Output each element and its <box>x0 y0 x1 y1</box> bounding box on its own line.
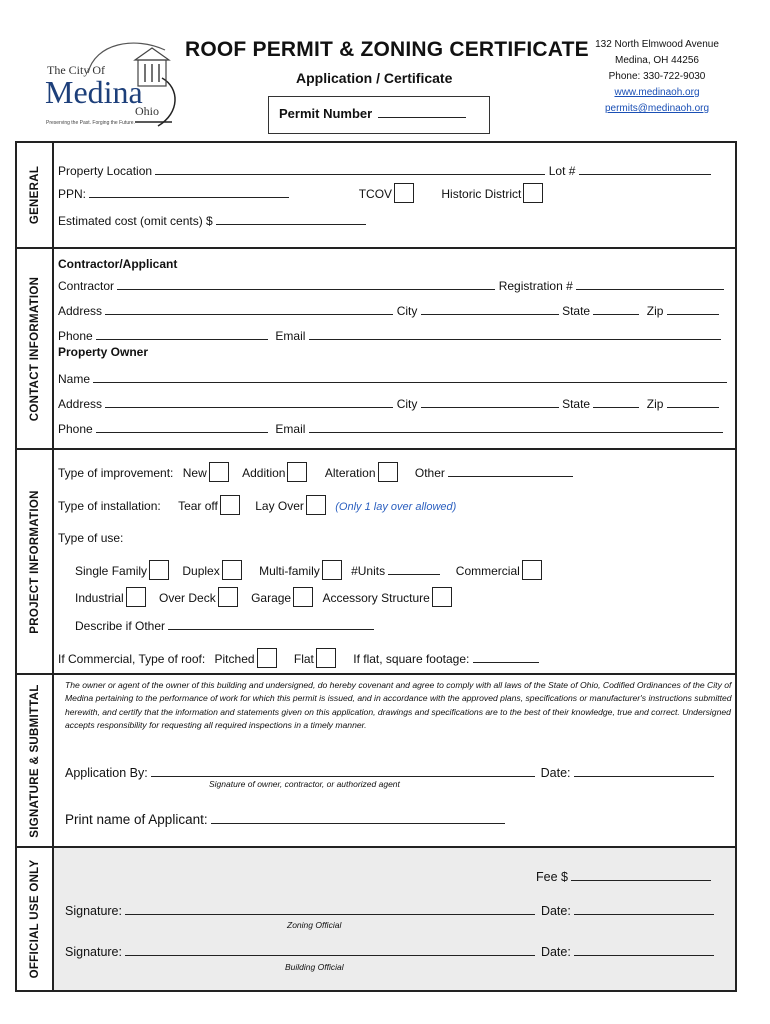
over-deck-label: Over Deck <box>159 591 216 605</box>
zoning-date-label: Date: <box>540 904 571 918</box>
official-label: OFFICIAL USE ONLY <box>17 848 54 990</box>
contact-label: CONTACT INFORMATION <box>17 249 54 448</box>
address-phone: Phone: 330-722-9030 <box>608 71 706 82</box>
tcov-label: TCOV <box>358 187 393 201</box>
use-label: Type of use: <box>58 531 124 545</box>
owner-zip-field[interactable] <box>667 395 719 408</box>
signature-caption: Signature of owner, contractor, or authorized agent <box>209 779 400 789</box>
official-section <box>15 846 737 992</box>
print-name-field[interactable] <box>211 811 505 824</box>
permit-number-label: Permit Number <box>279 106 373 121</box>
alteration-checkbox[interactable] <box>378 462 398 482</box>
single-family-checkbox[interactable] <box>149 560 169 580</box>
application-by-label: Application By: <box>65 766 148 780</box>
building-date-field[interactable] <box>574 943 714 956</box>
owner-name-field[interactable] <box>93 370 727 383</box>
registration-field[interactable] <box>576 277 724 290</box>
multi-family-label: Multi-family <box>259 564 320 578</box>
accessory-label: Accessory Structure <box>322 591 430 605</box>
contractor-city-label: City <box>396 304 418 318</box>
project-section <box>15 448 737 675</box>
building-date-label: Date: <box>540 945 571 959</box>
owner-state-field[interactable] <box>593 395 639 408</box>
improvement-label: Type of improvement: <box>58 466 174 480</box>
building-signature-label: Signature: <box>65 945 122 959</box>
contractor-zip-label: Zip <box>646 304 664 318</box>
historic-checkbox[interactable] <box>523 183 543 203</box>
contractor-zip-field[interactable] <box>667 302 719 315</box>
contractor-state-field[interactable] <box>593 302 639 315</box>
other-field[interactable] <box>448 464 573 477</box>
commercial-label: Commercial <box>455 564 520 578</box>
logo-tagline: Preserving the Past. Forging the Future. <box>46 120 135 126</box>
owner-zip-label: Zip <box>646 397 664 411</box>
property-location-label: Property Location <box>58 164 153 178</box>
flat-sqft-field[interactable] <box>473 650 539 663</box>
owner-name-label: Name <box>58 372 91 386</box>
office-address <box>587 37 727 117</box>
duplex-checkbox[interactable] <box>222 560 242 580</box>
contact-section <box>15 247 737 450</box>
signature-label: SIGNATURE & SUBMITTAL <box>17 675 54 846</box>
contractor-city-field[interactable] <box>421 302 559 315</box>
pitched-checkbox[interactable] <box>257 648 277 668</box>
alteration-label: Alteration <box>324 466 376 480</box>
estimated-cost-label: Estimated cost (omit cents) $ <box>58 214 213 228</box>
contractor-field[interactable] <box>117 277 495 290</box>
logo-main-text: Medina <box>45 74 143 110</box>
owner-city-label: City <box>396 397 418 411</box>
commercial-roof-label: If Commercial, Type of roof: <box>58 652 206 666</box>
zoning-date-field[interactable] <box>574 902 714 915</box>
describe-other-field[interactable] <box>168 617 374 630</box>
website-link[interactable]: www.medinaoh.org <box>614 87 700 98</box>
flat-sqft-label: If flat, square footage: <box>353 652 470 666</box>
form-title: ROOF PERMIT & ZONING CERTIFICATE <box>185 38 589 61</box>
new-label: New <box>182 466 207 480</box>
registration-label: Registration # <box>498 279 573 293</box>
address-street: 132 North Elmwood Avenue <box>595 39 719 50</box>
owner-email-field[interactable] <box>309 420 723 433</box>
multi-family-checkbox[interactable] <box>322 560 342 580</box>
lay-over-note: (Only 1 lay over allowed) <box>335 501 457 513</box>
owner-city-field[interactable] <box>421 395 559 408</box>
address-city: Medina, OH 44256 <box>615 55 699 66</box>
fee-field[interactable] <box>571 868 711 881</box>
lot-field[interactable] <box>579 162 711 175</box>
contractor-phone-label: Phone <box>58 329 93 343</box>
single-family-label: Single Family <box>75 564 148 578</box>
application-date-field[interactable] <box>574 764 714 777</box>
contractor-label: Contractor <box>58 279 115 293</box>
accessory-checkbox[interactable] <box>432 587 452 607</box>
fee-label: Fee $ <box>536 870 568 884</box>
lay-over-label: Lay Over <box>255 499 304 513</box>
owner-state-label: State <box>562 397 591 411</box>
industrial-checkbox[interactable] <box>126 587 146 607</box>
tcov-checkbox[interactable] <box>394 183 414 203</box>
contractor-phone-field[interactable] <box>96 327 268 340</box>
tear-off-checkbox[interactable] <box>220 495 240 515</box>
legal-statement: The owner or agent of the owner of this building and undersigned, do hereby covenant and agree to comply with all laws of the State of Ohio, Codified Ordinances of the City of Medina pertaining to the performance of work for which this permit is issued, and in accordance with the approved plans, specifications or manufacturer's instructions submitted herewith, and certify that the information and statements given on this application, drawings and specifications are to the best of their knowledge, true and correct. Undersigned accepts responsibility for requesting all required inspections in a timely manner. <box>65 680 732 730</box>
signature-section <box>15 673 737 848</box>
contractor-heading: Contractor/Applicant <box>58 257 178 271</box>
lay-over-checkbox[interactable] <box>306 495 326 515</box>
zoning-signature-field[interactable] <box>125 902 535 915</box>
contractor-email-label: Email <box>275 329 306 343</box>
estimated-cost-field[interactable] <box>216 212 366 225</box>
building-signature-field[interactable] <box>125 943 535 956</box>
flat-checkbox[interactable] <box>316 648 336 668</box>
permit-number-field[interactable] <box>378 105 466 118</box>
general-label: GENERAL <box>17 143 54 247</box>
print-name-label: Print name of Applicant: <box>65 812 208 827</box>
owner-phone-label: Phone <box>58 422 93 436</box>
property-location-field[interactable] <box>155 162 545 175</box>
contractor-email-field[interactable] <box>309 327 721 340</box>
permit-number-box <box>268 96 490 134</box>
building-official-caption: Building Official <box>285 962 344 972</box>
describe-other-label: Describe if Other <box>75 619 166 633</box>
flat-label: Flat <box>293 652 314 666</box>
addition-checkbox[interactable] <box>287 462 307 482</box>
contractor-address-field[interactable] <box>105 302 393 315</box>
form-subtitle: Application / Certificate <box>296 70 453 86</box>
addition-label: Addition <box>242 466 286 480</box>
duplex-label: Duplex <box>182 564 220 578</box>
garage-checkbox[interactable] <box>293 587 313 607</box>
historic-label: Historic District <box>441 187 522 201</box>
new-checkbox[interactable] <box>209 462 229 482</box>
industrial-label: Industrial <box>75 591 124 605</box>
owner-email-label: Email <box>275 422 306 436</box>
ppn-field[interactable] <box>89 185 289 198</box>
zoning-signature-label: Signature: <box>65 904 122 918</box>
lot-label: Lot # <box>548 164 576 178</box>
installation-label: Type of installation: <box>58 499 161 513</box>
owner-address-label: Address <box>58 397 103 411</box>
logo-state-text: Ohio <box>135 104 159 118</box>
other-label: Other <box>414 466 445 480</box>
owner-phone-field[interactable] <box>96 420 268 433</box>
general-section <box>15 141 737 249</box>
owner-heading: Property Owner <box>58 345 149 359</box>
logo-top-text: The City Of <box>47 63 105 77</box>
zoning-official-caption: Zoning Official <box>287 920 342 930</box>
application-signature-field[interactable] <box>151 764 535 777</box>
pitched-label: Pitched <box>214 652 255 666</box>
email-link[interactable]: permits@medinaoh.org <box>604 103 710 114</box>
units-field[interactable] <box>388 562 440 575</box>
ppn-label: PPN: <box>58 187 87 201</box>
garage-label: Garage <box>251 591 292 605</box>
project-label: PROJECT INFORMATION <box>17 450 54 673</box>
contractor-state-label: State <box>562 304 591 318</box>
tear-off-label: Tear off <box>178 499 218 513</box>
owner-address-field[interactable] <box>105 395 393 408</box>
commercial-checkbox[interactable] <box>522 560 542 580</box>
units-label: #Units <box>351 564 386 578</box>
over-deck-checkbox[interactable] <box>218 587 238 607</box>
contractor-address-label: Address <box>58 304 103 318</box>
application-date-label: Date: <box>540 766 571 780</box>
city-logo <box>40 38 190 133</box>
